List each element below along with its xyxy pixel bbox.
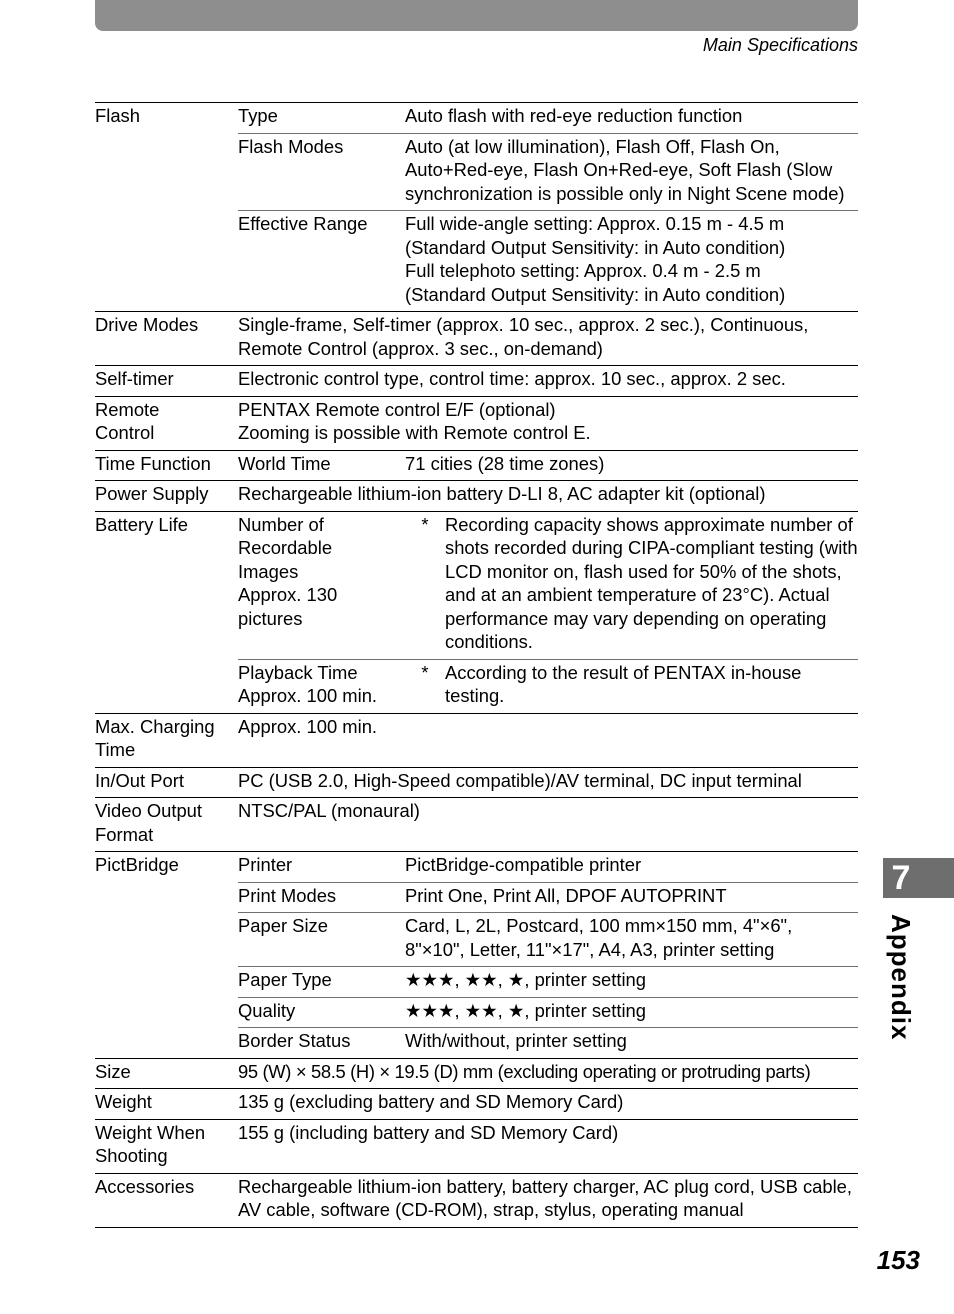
battery-playback-note-text: According to the result of PENTAX in-house testing. bbox=[445, 661, 802, 706]
section-title: Main Specifications bbox=[702, 35, 858, 55]
pictbridge-quality-label: Quality bbox=[238, 999, 296, 1021]
battery-images-line: pictures bbox=[238, 607, 303, 629]
paper-size-line: Card, L, 2L, Postcard, 100 mm×150 mm, 4"×6", bbox=[405, 915, 793, 936]
time-label: Time Function bbox=[95, 452, 211, 474]
table-row bbox=[95, 1119, 858, 1173]
remote-label-line: Control bbox=[95, 422, 155, 443]
pictbridge-printer-value: PictBridge-compatible printer bbox=[405, 854, 642, 875]
battery-playback-line: Approx. 100 min. bbox=[238, 685, 378, 706]
accessories-label: Accessories bbox=[95, 1173, 238, 1227]
battery-images-line: Approx. 130 bbox=[238, 584, 338, 605]
time-sub-label: World Time bbox=[238, 452, 331, 474]
battery-images-note bbox=[405, 511, 858, 659]
drive-label: Drive Modes bbox=[95, 314, 199, 335]
video-value: NTSC/PAL (monaural) bbox=[238, 800, 420, 821]
remote-value bbox=[238, 396, 858, 450]
flash-modes-value: Auto (at low illumination), Flash Off, Flash On, Auto+Red-eye, Flash On+Red-eye, Soft Flash (Slow synchronization is possible only in Night Scene mode) bbox=[405, 135, 845, 204]
spec-table bbox=[95, 102, 858, 1228]
pictbridge-label: PictBridge bbox=[95, 854, 179, 875]
chapter-tab bbox=[883, 858, 954, 898]
table-row bbox=[95, 511, 858, 659]
flash-label: Flash bbox=[95, 105, 140, 126]
selftimer-label: Self-timer bbox=[95, 368, 174, 389]
weight-shooting-label-line: Weight When bbox=[95, 1121, 206, 1143]
inout-label: In/Out Port bbox=[95, 769, 184, 791]
battery-label: Battery Life bbox=[95, 513, 189, 535]
flash-modes-label: Flash Modes bbox=[238, 135, 344, 157]
weight-label: Weight bbox=[95, 1091, 152, 1112]
pictbridge-paper-type-value: ★★★, ★★, ★, printer setting bbox=[405, 969, 646, 990]
pictbridge-quality-value: ★★★, ★★, ★, printer setting bbox=[405, 999, 646, 1021]
weight-shooting-label-line: Shooting bbox=[95, 1145, 168, 1166]
table-row bbox=[95, 103, 858, 134]
table-row bbox=[95, 713, 858, 767]
table-row bbox=[95, 481, 858, 512]
battery-playback-label bbox=[238, 659, 405, 713]
table-row bbox=[95, 366, 858, 397]
size-value: 95 (W) × 58.5 (H) × 19.5 (D) mm (excluding operating or protruding parts) bbox=[238, 1060, 811, 1082]
pictbridge-border-label: Border Status bbox=[238, 1030, 351, 1051]
flash-range-line: (Standard Output Sensitivity: in Auto condition) bbox=[405, 236, 786, 258]
charging-label-line: Time bbox=[95, 739, 136, 760]
pictbridge-paper-size-label: Paper Size bbox=[238, 915, 328, 936]
charging-label bbox=[95, 713, 238, 767]
pictbridge-printer-label: Printer bbox=[238, 854, 293, 875]
inout-value: PC (USB 2.0, High-Speed compatible)/AV terminal, DC input terminal bbox=[238, 769, 802, 791]
flash-range-value bbox=[405, 211, 858, 312]
table-row bbox=[95, 852, 858, 883]
power-value: Rechargeable lithium-ion battery D-LI 8, AC adapter kit (optional) bbox=[238, 483, 766, 504]
asterisk: * bbox=[421, 513, 429, 535]
power-label: Power Supply bbox=[95, 483, 209, 504]
chapter-number: 7 bbox=[891, 859, 911, 897]
remote-label-line: Remote bbox=[95, 398, 160, 420]
table-row bbox=[95, 767, 858, 798]
table-row bbox=[95, 1089, 858, 1120]
flash-type-value: Auto flash with red-eye reduction function bbox=[405, 105, 743, 126]
weight-value: 135 g (excluding battery and SD Memory Card) bbox=[238, 1091, 624, 1112]
flash-range-line: Full telephoto setting: Approx. 0.4 m - 2.5 m bbox=[405, 260, 761, 281]
drive-value: Single-frame, Self-timer (approx. 10 sec., approx. 2 sec.), Continuous, Remote Control (approx. 3 sec., on-demand) bbox=[238, 314, 809, 359]
video-label-line: Format bbox=[95, 823, 154, 845]
table-row bbox=[95, 396, 858, 450]
remote-label bbox=[95, 396, 238, 450]
charging-label-line: Max. Charging bbox=[95, 715, 215, 737]
pictbridge-modes-value: Print One, Print All, DPOF AUTOPRINT bbox=[405, 884, 727, 906]
flash-range-line: Full wide-angle setting: Approx. 0.15 m - 4.5 m bbox=[405, 213, 785, 234]
weight-shooting-value: 155 g (including battery and SD Memory Card) bbox=[238, 1121, 619, 1143]
battery-images-note-text: Recording capacity shows approximate number of shots recorded during CIPA-compliant testing (with LCD monitor on, flash used for 50% of the shots, and at an ambient temperature of 23°C). Actual performance may vary depending on operating conditions. bbox=[445, 513, 858, 652]
table-row bbox=[95, 1173, 858, 1227]
paper-size-line: 8"×10", Letter, 11"×17", A4, A3, printer setting bbox=[405, 938, 775, 960]
pictbridge-paper-type-label: Paper Type bbox=[238, 969, 332, 990]
table-row bbox=[95, 312, 858, 366]
video-label bbox=[95, 798, 238, 852]
table-row bbox=[95, 1058, 858, 1089]
pictbridge-border-value: With/without, printer setting bbox=[405, 1030, 627, 1051]
battery-playback-line: Playback Time bbox=[238, 661, 358, 683]
weight-shooting-label bbox=[95, 1119, 238, 1173]
battery-images-label bbox=[238, 511, 405, 659]
battery-images-line: Recordable bbox=[238, 537, 333, 558]
flash-type-label: Type bbox=[238, 105, 278, 126]
video-label-line: Video Output bbox=[95, 800, 203, 821]
battery-images-line: Images bbox=[238, 560, 299, 582]
header-bar bbox=[95, 0, 858, 31]
pictbridge-modes-label: Print Modes bbox=[238, 884, 337, 906]
table-row bbox=[95, 798, 858, 852]
page-number: 153 bbox=[876, 1245, 920, 1275]
flash-range-line: (Standard Output Sensitivity: in Auto condition) bbox=[405, 283, 786, 305]
pictbridge-paper-size-value bbox=[405, 913, 858, 967]
remote-value-line: PENTAX Remote control E/F (optional) bbox=[238, 398, 556, 420]
accessories-value: Rechargeable lithium-ion battery, battery charger, AC plug cord, USB cable, AV cable, software (CD-ROM), strap, stylus, operating manual bbox=[238, 1173, 858, 1227]
battery-playback-note bbox=[405, 659, 858, 713]
chapter-label: Appendix bbox=[886, 914, 916, 1041]
selftimer-value: Electronic control type, control time: approx. 10 sec., approx. 2 sec. bbox=[238, 368, 786, 389]
battery-images-line: Number of bbox=[238, 513, 324, 535]
asterisk: * bbox=[421, 661, 429, 683]
size-label: Size bbox=[95, 1060, 131, 1082]
table-row bbox=[95, 450, 858, 481]
remote-value-line: Zooming is possible with Remote control E. bbox=[238, 422, 591, 443]
charging-value: Approx. 100 min. bbox=[238, 715, 378, 737]
flash-range-label: Effective Range bbox=[238, 213, 368, 234]
time-value: 71 cities (28 time zones) bbox=[405, 452, 605, 474]
